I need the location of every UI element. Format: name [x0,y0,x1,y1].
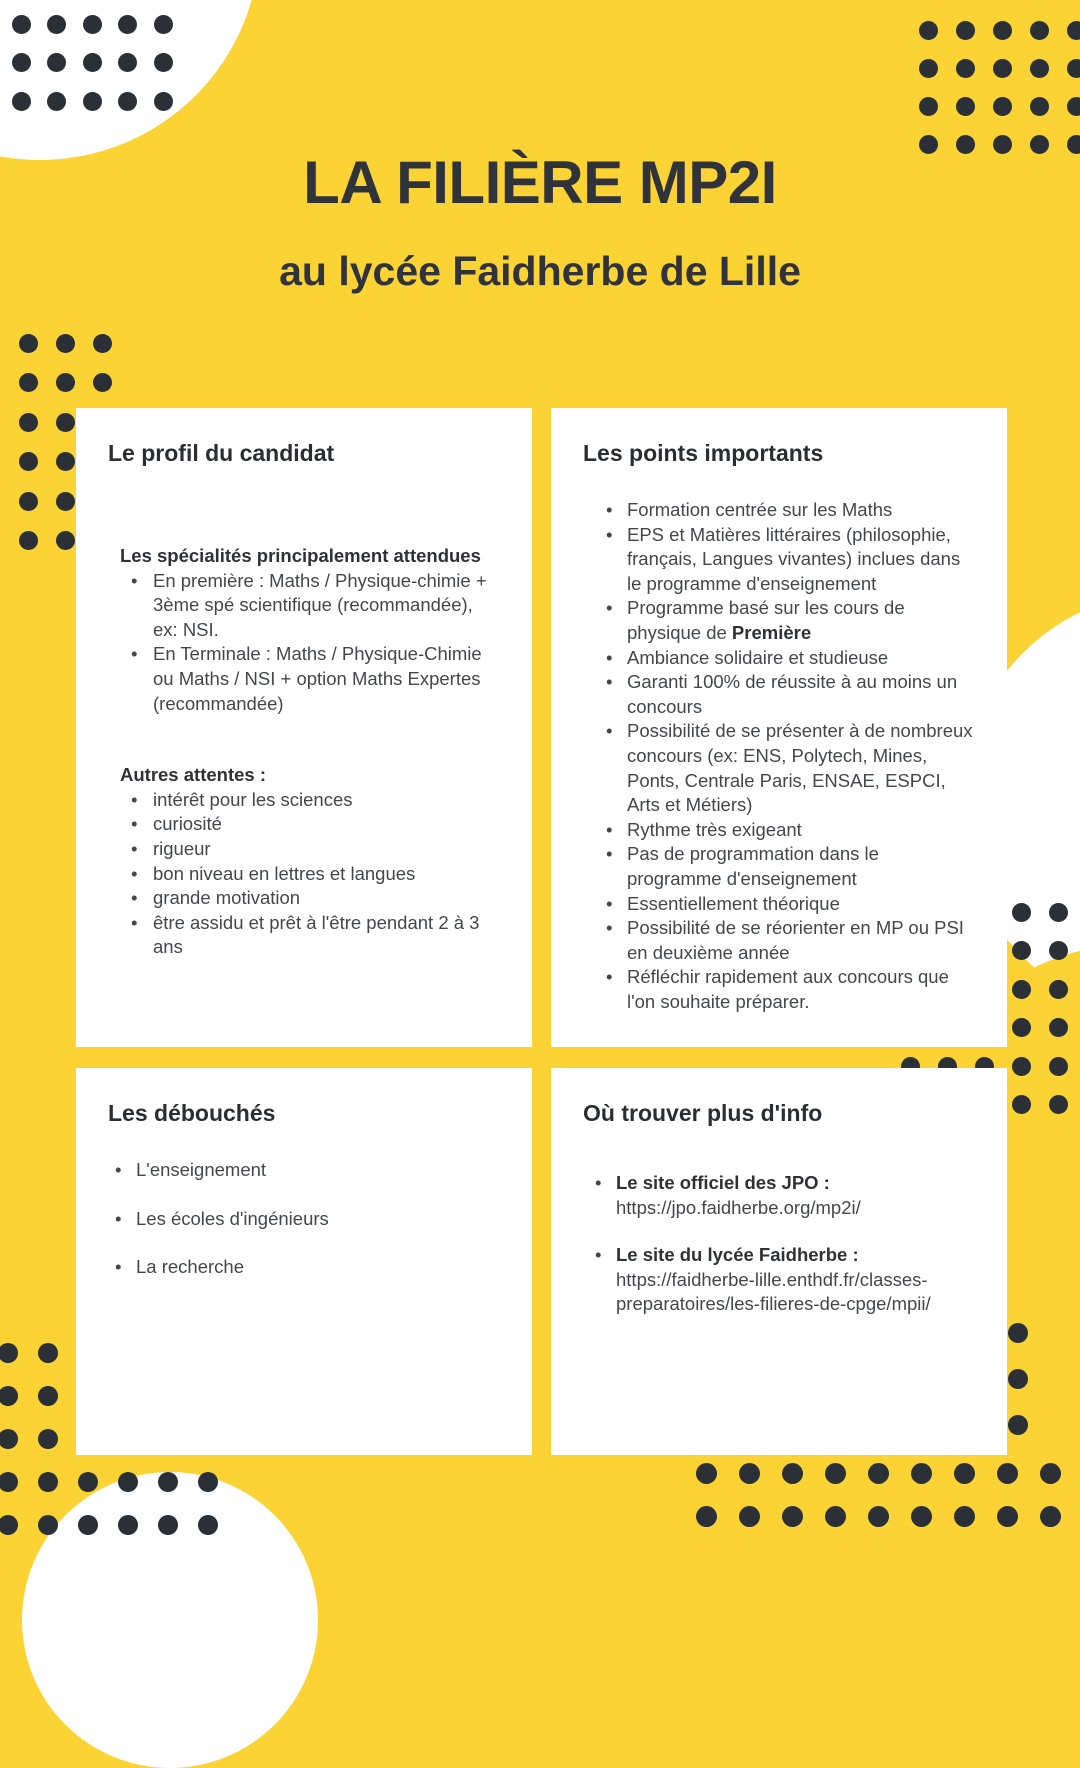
dot-icon [1008,1323,1028,1343]
list-item [595,916,977,965]
list-item: • être assidu et prêt à l'être pendant 2 à 3 ans [120,911,491,960]
list-item [595,646,977,671]
link-url: https://faidherbe-lille.enthdf.fr/classes-preparatoires/les-filieres-de-cpge/mpii/ [616,1268,968,1317]
list-item [595,892,977,917]
specialites-list [120,569,532,717]
text: Programme basé sur les cours de physique de [627,597,905,643]
link-label [616,1171,968,1196]
link-label [616,1243,968,1268]
text: Possibilité de se réorienter en MP ou PSI en deuxième année [627,917,964,963]
poster-title: LA FILIÈRE MP2I [0,148,1080,218]
card-debouches [76,1068,532,1455]
list-item: • intérêt pour les sciences [120,788,491,813]
card-heading: Le profil du candidat [108,439,532,468]
text: Formation centrée sur les Maths [627,499,892,520]
bold-text: Le site officiel des JPO : [616,1172,830,1193]
attentes-list [120,788,532,960]
bold-text: Première [732,622,811,643]
points-list [595,498,1007,1014]
list-item: • La recherche [104,1255,532,1280]
info-links-list [584,1171,1007,1317]
debouches-list [104,1158,532,1280]
text: : [847,1244,858,1265]
list-item: • rigueur [120,837,491,862]
bold-text: Le site du lycée Faidherbe [616,1244,847,1265]
list-item [595,842,977,891]
text: Possibilité de se présenter à de nombreux concours (ex: ENS, Polytech, Mines, Ponts, Centrale Paris, ENSAE, ESPCI, Arts et Métiers) [627,720,973,815]
text: Garanti 100% de réussite à au moins un concours [627,671,957,717]
list-item [595,670,977,719]
text: Ambiance solidaire et studieuse [627,647,888,668]
section-title: Les spécialités principalement attendues [120,544,532,569]
list-item: • En Terminale : Maths / Physique-Chimie ou Maths / NSI + option Maths Expertes (recommandée) [120,642,491,716]
list-item [584,1243,968,1317]
list-item [595,498,977,523]
list-item [595,719,977,817]
poster-subtitle: au lycée Faidherbe de Lille [0,246,1080,296]
card-heading: Les débouchés [108,1099,532,1128]
text: Rythme très exigeant [627,819,802,840]
text: Essentiellement théorique [627,893,840,914]
list-item: • En première : Maths / Physique-chimie + 3ème spé scientifique (recommandée), ex: NSI. [120,569,491,643]
dot-icon [1008,1415,1028,1435]
card-heading: Où trouver plus d'info [583,1099,1007,1128]
list-item [595,596,977,645]
list-item: • Les écoles d'ingénieurs [104,1207,532,1232]
attentes-section [120,763,532,960]
card-profil-candidat [76,408,532,1047]
dot-icon [1008,1369,1028,1389]
text: Pas de programmation dans le programme d'enseignement [627,843,879,889]
list-item: • grande motivation [120,886,491,911]
list-item [595,523,977,597]
list-item [584,1171,968,1220]
card-heading: Les points importants [583,439,1007,468]
list-item: • L'enseignement [104,1158,532,1183]
text: Réfléchir rapidement aux concours que l'on souhaite préparer. [627,966,949,1012]
card-points-importants [551,408,1007,1047]
list-item: • curiosité [120,812,491,837]
list-item [595,965,977,1014]
list-item: • bon niveau en lettres et langues [120,862,491,887]
text: EPS et Matières littéraires (philosophie, français, Langues vivantes) inclues dans le programme d'enseignement [627,524,960,594]
section-title: Autres attentes : [120,763,532,788]
list-item [595,818,977,843]
link-url: https://jpo.faidherbe.org/mp2i/ [616,1196,968,1221]
card-plus-info [551,1068,1007,1455]
specialites-section [120,544,532,716]
